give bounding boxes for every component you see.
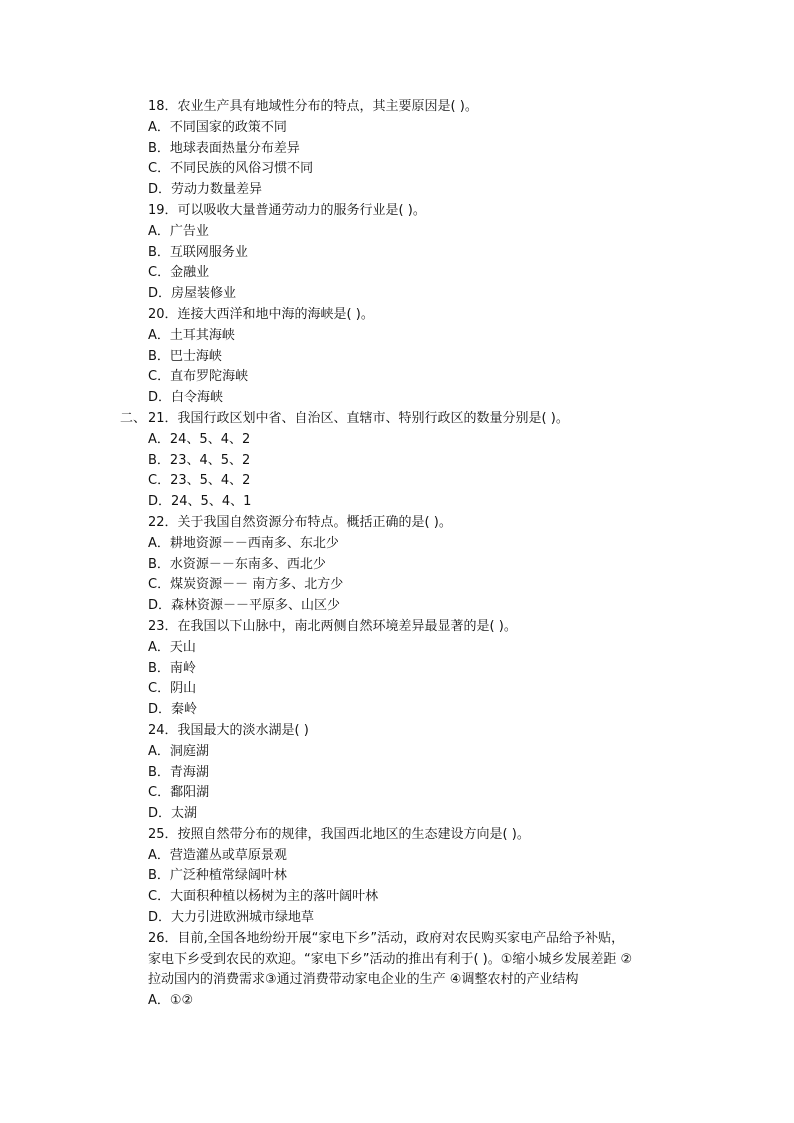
text-line: C．大面积种植以杨树为主的落叶阔叶林 xyxy=(148,889,379,905)
text-line: B．地球表面热量分布差异 xyxy=(148,140,300,156)
text-line: 26．目前,全国各地纷纷开展“家电下乡”活动，政府对农民购买家电产品给予补贴， xyxy=(148,930,625,946)
text-line: B．巴士海峡 xyxy=(148,348,222,364)
text-line: 家电下乡受到农民的欢迎。“家电下乡”活动的推出有利于( )。①缩小城乡发展差距 ② xyxy=(148,951,633,967)
text-line: D．秦岭 xyxy=(148,702,198,718)
text-line: B．23、4、5、2 xyxy=(148,452,251,468)
text-line: B．青海湖 xyxy=(148,764,209,780)
text-line: D．大力引进欧洲城市绿地草 xyxy=(148,910,315,926)
text-line: C．不同民族的风俗习惯不同 xyxy=(148,161,314,177)
section-marker: 二、 xyxy=(120,411,147,426)
text-line: C．煤炭资源－－ 南方多、北方少 xyxy=(148,577,344,593)
text-line: B．广泛种植常绿阔叶林 xyxy=(148,868,287,884)
text-line: A．①② xyxy=(148,993,194,1009)
text-line: A．土耳其海峡 xyxy=(148,327,235,343)
text-line: D．太湖 xyxy=(148,806,198,822)
text-line: C．金融业 xyxy=(148,265,210,281)
text-line: A．耕地资源－－西南多、东北少 xyxy=(148,535,339,551)
text-line: A．营造灌丛或草原景观 xyxy=(148,847,287,863)
text-line: 24．我国最大的淡水湖是( ) xyxy=(148,722,309,738)
text-line: 21．我国行政区划中省、自治区、直辖市、特别行政区的数量分别是( )。 xyxy=(148,410,569,426)
question-list xyxy=(148,97,668,1012)
text-line: B．互联网服务业 xyxy=(148,244,248,260)
text-line: 25．按照自然带分布的规律，我国西北地区的生态建设方向是( )。 xyxy=(148,826,530,842)
text-line: 23．在我国以下山脉中，南北两侧自然环境差异最显著的是( )。 xyxy=(148,618,517,634)
text-line: C．直布罗陀海峡 xyxy=(148,369,249,385)
text-line: 拉动国内的消费需求③通过消费带动家电企业的生产 ④调整农村的产业结构 xyxy=(148,972,579,988)
text-line: A．天山 xyxy=(148,639,196,655)
text-line: C．鄱阳湖 xyxy=(148,785,210,801)
text-line: 22．关于我国自然资源分布特点。概括正确的是( )。 xyxy=(148,514,452,530)
text-line: 18．农业生产具有地域性分布的特点，其主要原因是( )。 xyxy=(148,99,478,114)
text-line: C．阴山 xyxy=(148,681,197,697)
text-line: A．广告业 xyxy=(148,223,209,239)
text-line: A．24、5、4、2 xyxy=(148,431,251,447)
text-line: D．森林资源－－平原多、山区少 xyxy=(148,598,341,614)
text-line: 19．可以吸收大量普通劳动力的服务行业是( )。 xyxy=(148,202,426,218)
text-line: B．水资源－－东南多、西北少 xyxy=(148,556,326,572)
text-line: D．劳动力数量差异 xyxy=(148,182,263,198)
text-line: D．24、5、4、1 xyxy=(148,494,252,510)
text-line: D．房屋装修业 xyxy=(148,286,237,302)
text-line: A．不同国家的政策不同 xyxy=(148,119,287,135)
text-line: D．白令海峡 xyxy=(148,390,224,406)
text-line: C．23、5、4、2 xyxy=(148,473,251,489)
text-line: A．洞庭湖 xyxy=(148,743,209,759)
text-line: 20．连接大西洋和地中海的海峡是( )。 xyxy=(148,306,374,322)
text-line: B．南岭 xyxy=(148,660,196,676)
